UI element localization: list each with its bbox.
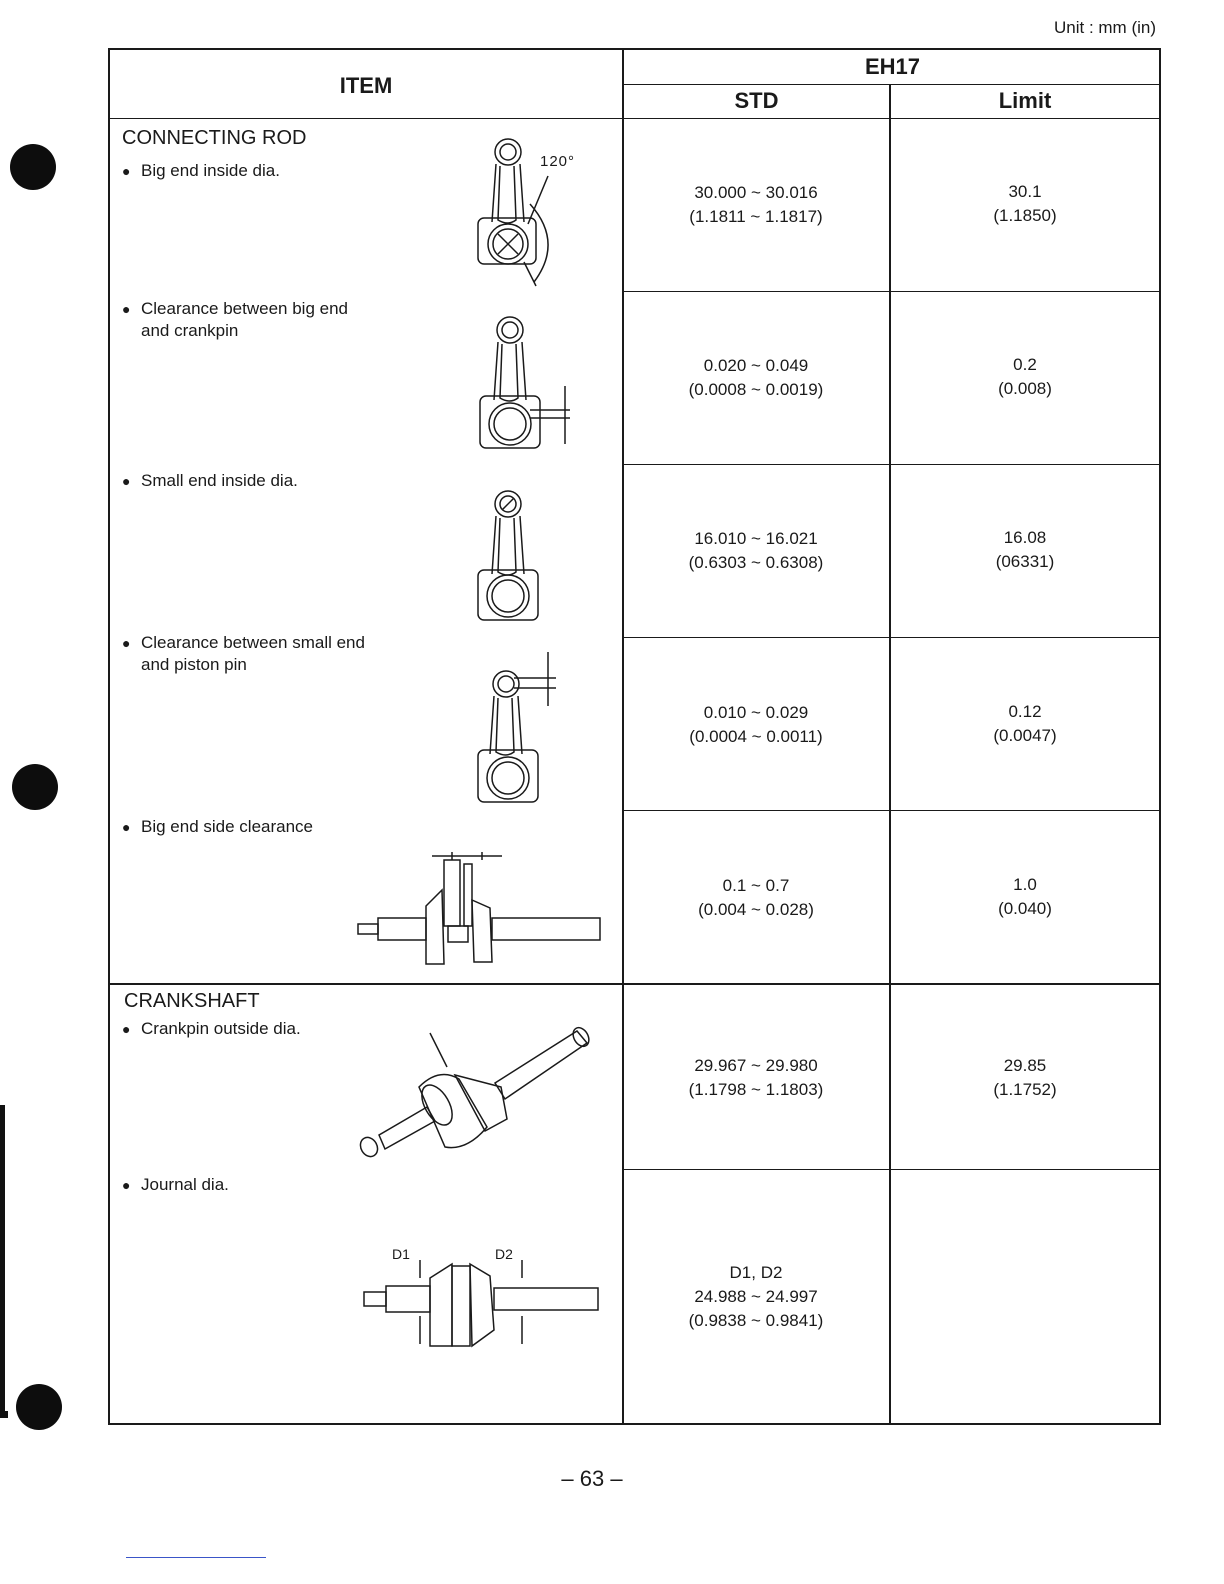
item-label: Crankpin outside dia. bbox=[141, 1019, 301, 1038]
limit-in: (0.040) bbox=[998, 899, 1052, 918]
crankpin-figure bbox=[355, 1023, 600, 1163]
item-label-line1: Clearance between big end bbox=[141, 299, 348, 318]
scan-edge-tick bbox=[0, 1411, 8, 1418]
row-divider-header bbox=[108, 118, 1161, 119]
std-mm: 30.000 ~ 30.016 bbox=[694, 183, 818, 202]
header-item: ITEM bbox=[339, 73, 393, 98]
conrod-big-end-clearance-figure bbox=[470, 312, 590, 457]
bullet-icon: ● bbox=[122, 819, 131, 835]
std-mm: 29.967 ~ 29.980 bbox=[694, 1056, 818, 1075]
bullet-icon: ● bbox=[122, 1177, 131, 1193]
header-limit: Limit bbox=[998, 88, 1052, 113]
limit-in: (0.0047) bbox=[993, 726, 1057, 745]
std-in: (0.9838 ~ 0.9841) bbox=[688, 1311, 824, 1330]
item-journal-dia bbox=[122, 1174, 229, 1196]
bullet-icon: ● bbox=[122, 473, 131, 489]
punch-hole-bottom bbox=[16, 1384, 62, 1430]
item-crankpin-outside-dia bbox=[122, 1018, 301, 1040]
item-label: Journal dia. bbox=[141, 1175, 229, 1194]
conrod-small-end-figure bbox=[470, 486, 560, 626]
figure-label-d1: D1 bbox=[392, 1246, 410, 1262]
limit-mm: 30.1 bbox=[1008, 182, 1042, 201]
journal-figure bbox=[360, 1250, 605, 1355]
std-in: (0.004 ~ 0.028) bbox=[698, 900, 814, 919]
unit-label: Unit : mm (in) bbox=[1054, 18, 1156, 37]
scan-edge-bar bbox=[0, 1105, 5, 1415]
bullet-icon: ● bbox=[122, 163, 131, 179]
row-divider-6 bbox=[622, 1169, 1161, 1170]
limit-in: (1.1850) bbox=[993, 206, 1057, 225]
item-label-line2: and crankpin bbox=[141, 321, 239, 340]
limit-in: (06331) bbox=[995, 552, 1055, 571]
std-value-6 bbox=[623, 1054, 889, 1102]
std-value-5 bbox=[623, 874, 889, 922]
limit-value-3 bbox=[891, 526, 1159, 574]
row-divider-3 bbox=[622, 637, 1161, 638]
big-end-side-clearance-figure bbox=[352, 850, 607, 970]
bullet-icon: ● bbox=[122, 301, 131, 317]
std-head: D1, D2 bbox=[729, 1263, 783, 1282]
item-big-end-clearance bbox=[122, 298, 348, 342]
row-divider-4 bbox=[622, 810, 1161, 811]
std-value-1 bbox=[623, 181, 889, 229]
item-big-end-side-clearance bbox=[122, 816, 313, 838]
limit-value-4 bbox=[891, 700, 1159, 748]
footer-line bbox=[126, 1557, 266, 1558]
row-divider-model bbox=[622, 84, 1161, 85]
limit-value-1 bbox=[891, 180, 1159, 228]
std-in: (0.0008 ~ 0.0019) bbox=[688, 380, 824, 399]
limit-mm: 29.85 bbox=[1003, 1056, 1047, 1075]
std-value-2 bbox=[623, 354, 889, 402]
limit-value-2 bbox=[891, 353, 1159, 401]
std-value-7 bbox=[623, 1261, 889, 1333]
col-divider-std-limit bbox=[889, 84, 891, 1425]
limit-value-6 bbox=[891, 1054, 1159, 1102]
limit-mm: 16.08 bbox=[1003, 528, 1047, 547]
std-mm: 0.1 ~ 0.7 bbox=[722, 876, 790, 895]
punch-hole-top bbox=[10, 144, 56, 190]
limit-mm: 0.12 bbox=[1008, 702, 1042, 721]
item-small-end-inside-dia bbox=[122, 470, 298, 492]
bullet-icon: ● bbox=[122, 1021, 131, 1037]
item-label: Small end inside dia. bbox=[141, 471, 298, 490]
row-divider-2 bbox=[622, 464, 1161, 465]
bullet-icon: ● bbox=[122, 635, 131, 651]
std-mm: 0.020 ~ 0.049 bbox=[703, 356, 809, 375]
std-mm: 24.988 ~ 24.997 bbox=[694, 1287, 818, 1306]
limit-value-5 bbox=[891, 873, 1159, 921]
page-number: – 63 – bbox=[561, 1466, 623, 1491]
std-mm: 0.010 ~ 0.029 bbox=[703, 703, 809, 722]
std-in: (0.0004 ~ 0.0011) bbox=[689, 727, 823, 746]
header-model: EH17 bbox=[864, 54, 921, 79]
punch-hole-middle bbox=[12, 764, 58, 810]
figure-angle-label: 120° bbox=[540, 153, 576, 170]
conrod-small-end-clearance-figure bbox=[470, 650, 570, 810]
limit-in: (1.1752) bbox=[993, 1080, 1057, 1099]
row-divider-1 bbox=[622, 291, 1161, 292]
std-in: (1.1798 ~ 1.1803) bbox=[688, 1080, 824, 1099]
section-title-connecting-rod: CONNECTING ROD bbox=[122, 127, 307, 149]
std-value-4 bbox=[623, 701, 889, 749]
item-label: Big end inside dia. bbox=[141, 161, 280, 180]
item-label-line1: Clearance between small end bbox=[141, 633, 365, 652]
std-in: (1.1811 ~ 1.1817) bbox=[689, 207, 823, 226]
limit-mm: 1.0 bbox=[1013, 875, 1037, 894]
item-small-end-clearance bbox=[122, 632, 365, 676]
item-big-end-inside-dia bbox=[122, 160, 280, 182]
limit-in: (0.008) bbox=[998, 379, 1052, 398]
std-mm: 16.010 ~ 16.021 bbox=[694, 529, 818, 548]
figure-label-d2: D2 bbox=[495, 1246, 513, 1262]
item-label-line2: and piston pin bbox=[141, 655, 247, 674]
section-divider bbox=[108, 983, 1161, 985]
limit-mm: 0.2 bbox=[1013, 355, 1037, 374]
section-title-crankshaft: CRANKSHAFT bbox=[124, 990, 260, 1012]
std-in: (0.6303 ~ 0.6308) bbox=[688, 553, 824, 572]
item-label: Big end side clearance bbox=[141, 817, 314, 836]
header-std: STD bbox=[734, 88, 779, 113]
std-value-3 bbox=[623, 527, 889, 575]
